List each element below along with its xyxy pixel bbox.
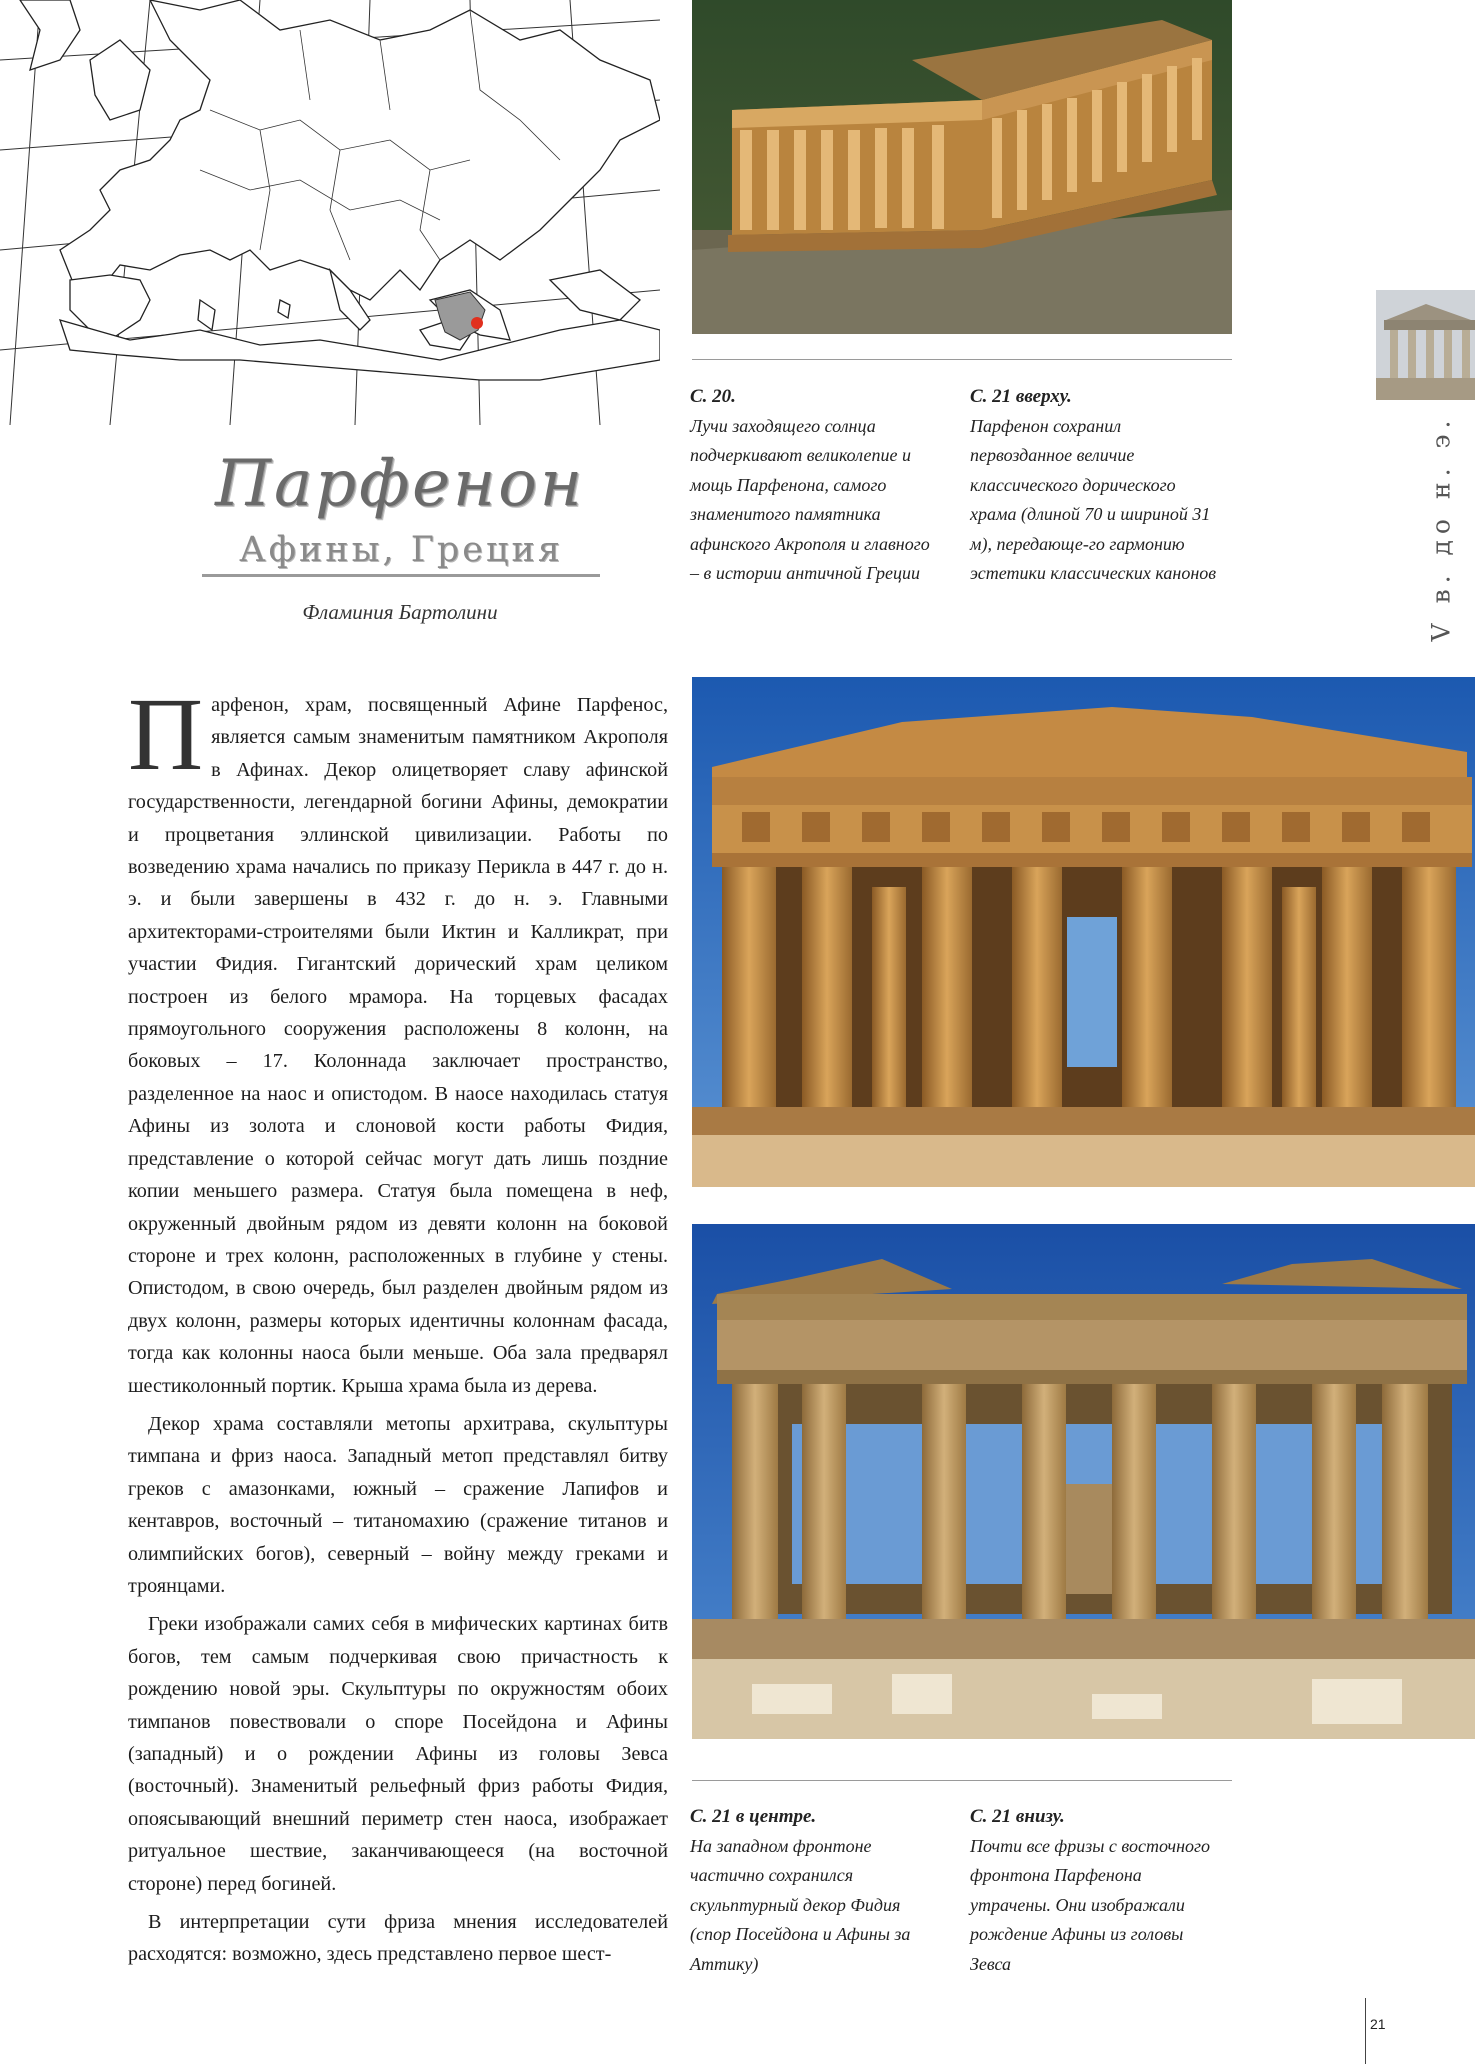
caption-text: Почти все фризы с восточного фронтона Парфенона утрачены. Они изображали рождение Афины из головы Зевса (970, 1835, 1211, 1974)
caption-heading: С. 21 внизу. (970, 1806, 1065, 1827)
caption-divider-top (692, 359, 1232, 360)
europe-map (0, 0, 660, 425)
athens-marker (471, 317, 483, 329)
paragraph-4: В интерпретации сути фриза мнения исследователей расходятся: возможно, здесь представлено первое шест- (128, 1911, 668, 1966)
era-side-tab (1421, 408, 1461, 648)
caption-p21-top (970, 382, 1220, 589)
photo-parthenon-east-facade (692, 1224, 1475, 1739)
photo-parthenon-aerial (692, 0, 1232, 334)
author-name: Фламиния Бартолини (302, 600, 498, 624)
thumbnail-parthenon (1376, 290, 1475, 400)
caption-divider-bottom (692, 1780, 1232, 1781)
article-body (128, 677, 668, 1977)
paragraph-1-text: арфенон, храм, посвященный Афине Парфенос, является самым знаменитым памятником Акрополя в Афинах. Декор олицетворяет славу афинской государственности, легендарной богини Афины, демократии и процветания эллинской цивилизации. Работы по возведению храма начались по приказу Перикла в 447 г. до н. э. и были завершены в 432 г. до н. э. Главными архитекторами-строителями были Иктин и Калликрат, при участии Фидия. Гигантский дорический храм целиком построен из белого мрамора. На торцевых фасадах прямоугольного сооружения расположены 8 колонн, на боковых – 17. Колоннада заключает пространство, разделенное на наос и опистодом. В наосе находилась статуя Афины из золота и слоновой кости работы Фидия, представление о которой сейчас могут дать лишь поздние копии меньшего размера. Статуя была помещена в неф, окруженный двойным рядом из девяти колонн на боковой стороне и трех колонн, расположенных в глубине у стены. Опистодом, в свою очередь, был разделен двойным рядом из двух колонн, размеры которых идентичны колоннам фасада, тогда как колонны наоса были меньше. Оба зала предварял шестиколонный портик. Крыша храма была из дерева. (128, 694, 668, 1397)
title-divider (202, 574, 600, 577)
caption-p21-center (690, 1802, 940, 1979)
caption-heading: С. 21 в центре. (690, 1806, 817, 1827)
photo-parthenon-west-facade (692, 677, 1475, 1187)
page-number: 21 (1370, 2016, 1386, 2032)
caption-p21-bottom (970, 1802, 1220, 1979)
caption-p20 (690, 382, 940, 589)
drop-cap: П (128, 677, 204, 792)
paragraph-2: Декор храма составляли метопы архитрава, скульптуры тимпана и фриз наоса. Западный метоп представлял битву греков с амазонками, южный – сражение Лапифов и кентавров, восточный – титаномахию (сражение титанов и олимпийских богов), северный – войну между греками и троянцами. (128, 1412, 668, 1597)
era-label: V в. до н. э. (1426, 414, 1456, 642)
paragraph-3: Греки изображали самих себя в мифических картинах битв богов, тем самым подчеркивая свою причастность к рождению новой эры. Скульптуры по окружностям обоих тимпанов повествовали о споре Посейдона и Афины (западный) и о рождении Афины из головы Зевса (восточный). Знаменитый рельефный фриз работы Фидия, опоясывающий внешний периметр стен наоса, изображает ритуальное шествие, заканчивающееся (на восточной стороне) перед богиней. (128, 1613, 668, 1895)
page-number-rule (1365, 1998, 1366, 2064)
page-subtitle: Афины, Греция (239, 530, 563, 570)
caption-text: На западном фронтоне частично сохранился скульптурный декор Фидия (спор Посейдона и Афины за Аттику) (690, 1835, 911, 1974)
caption-text: Парфенон сохранил первозданное величие классического дорического храма (длиной 70 и шириной 31 м), передающе-го гармонию эстетики классических канонов (970, 415, 1217, 583)
caption-heading: С. 21 вверху. (970, 386, 1072, 407)
caption-text: Лучи заходящего солнца подчеркивают великолепие и мощь Парфенона, самого знаменитого памятника афинского Акрополя и главного – в истории античной Греции (690, 415, 930, 583)
caption-heading: С. 20. (690, 386, 736, 407)
paragraph-1 (128, 677, 668, 1402)
page-title: Парфенон (215, 447, 585, 521)
